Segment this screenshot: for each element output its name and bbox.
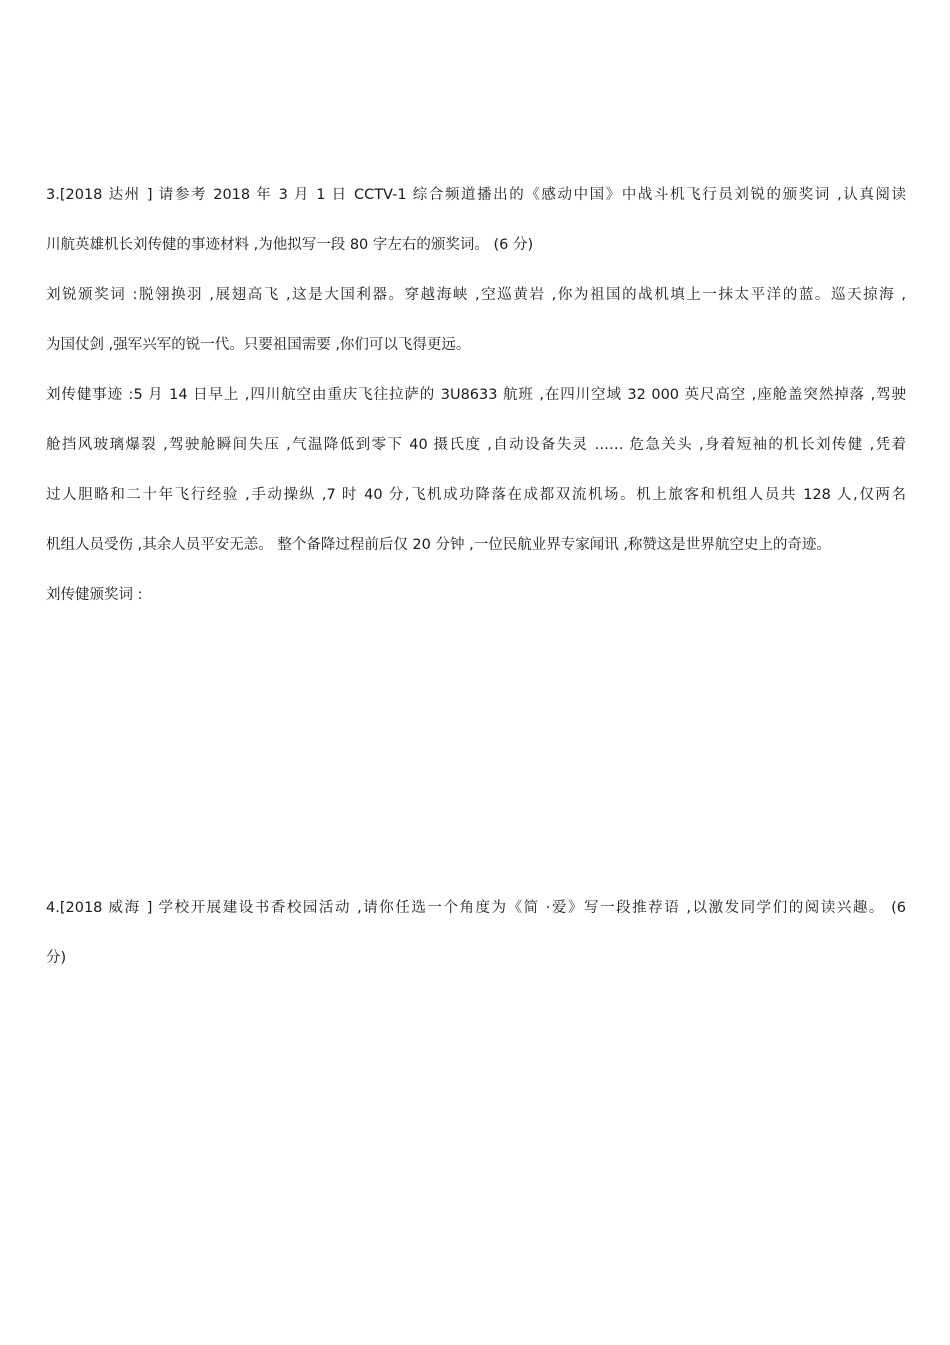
liuchuanjian-story-line-2: 舱挡风玻璃爆裂 ,驾驶舱瞬间失压 ,气温降低到零下 40 摄氏度 ,自动设备失灵 …… 危急关头 ,身着短袖的机长刘传健 ,凭着: [46, 437, 906, 453]
question-3-prompt-line-1: 3.[2018 达州 ] 请参考 2018 年 3 月 1 日 CCTV-1 综合频道播出的《感动中国》中战斗机飞行员刘锐的颁奖词 ,认真阅读: [46, 187, 906, 203]
liuchuanjian-story-line-1: 刘传健事迹 :5 月 14 日早上 ,四川航空由重庆飞往拉萨的 3U8633 航班 ,在四川空域 32 000 英尺高空 ,座舱盖突然掉落 ,驾驶: [46, 387, 906, 403]
question-3-prompt-line-2: 川航英雄机长刘传健的事迹材料 ,为他拟写一段 80 字左右的颁奖词。 (6 分): [46, 237, 534, 253]
question-4-prompt-line-1: 4.[2018 威海 ] 学校开展建设书香校园活动 ,请你任选一个角度为《简 ·爱》写一段推荐语 ,以激发同学们的阅读兴趣。 (6: [46, 900, 906, 916]
question-4-prompt-line-2: 分): [46, 950, 67, 966]
liuchuanjian-story-line-3: 过人胆略和二十年飞行经验 ,手动操纵 ,7 时 40 分,飞机成功降落在成都双流机场。机上旅客和机组人员共 128 人,仅两名: [46, 487, 906, 503]
answer-space-question-4: [46, 980, 906, 1300]
liuchuanjian-story-line-4: 机组人员受伤 ,其余人员平安无恙。 整个备降过程前后仅 20 分钟 ,一位民航业界专家闻讯 ,称赞这是世界航空史上的奇迹。: [46, 537, 831, 553]
liurui-award-line-1: 刘锐颁奖词 :脱翎换羽 ,展翅高飞 ,这是大国利器。穿越海峡 ,空巡黄岩 ,你为祖国的战机填上一抹太平洋的蓝。巡天掠海 ,: [46, 287, 906, 303]
answer-label: 刘传健颁奖词 :: [46, 587, 143, 603]
liurui-award-line-2: 为国仗剑 ,强军兴军的锐一代。只要祖国需要 ,你们可以飞得更远。: [46, 337, 471, 353]
answer-space-question-3: [46, 610, 906, 870]
